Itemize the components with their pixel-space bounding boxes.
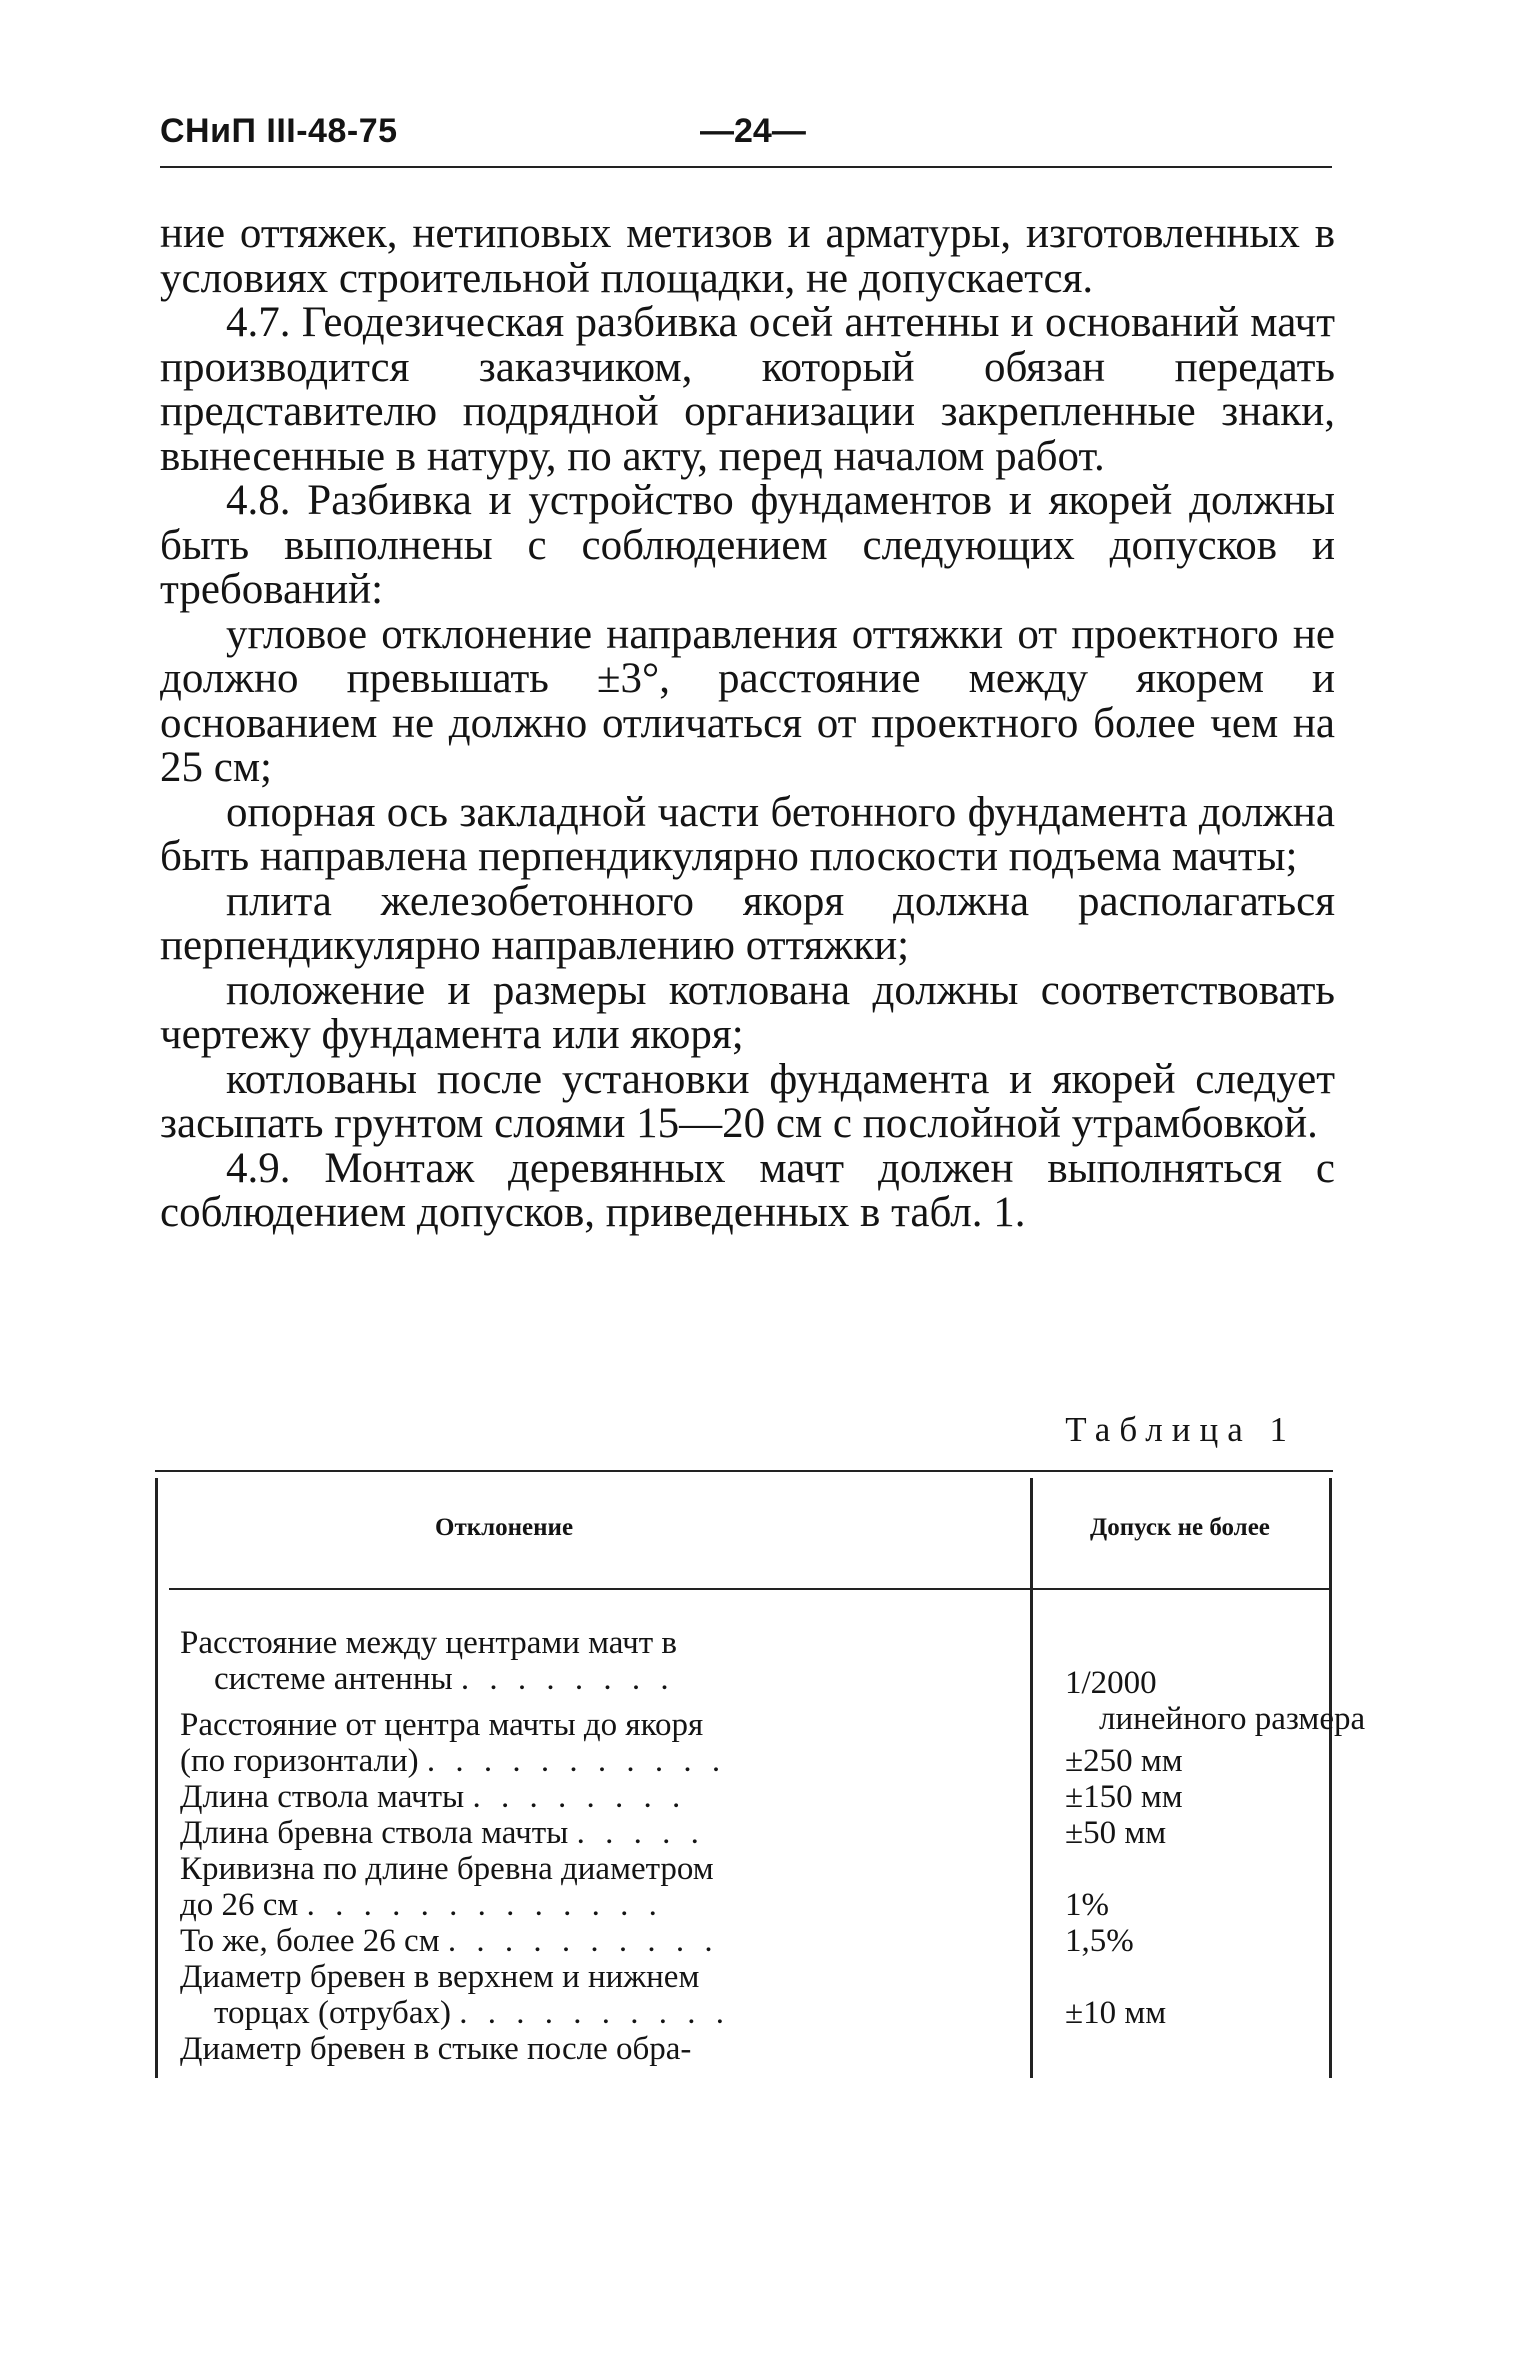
table-row (180, 2031, 1330, 2067)
row-label-cont: (по горизонтали) (180, 1743, 419, 1779)
tolerance-value-cont: линейного размера (1099, 1701, 1366, 1737)
table-caption: Таблица 1 (1065, 1410, 1296, 1449)
row-label-cont: системе антенны (214, 1661, 453, 1697)
tolerance-value: 1/2000 (1065, 1665, 1157, 1701)
leader-dots: . . . . . (576, 1815, 705, 1851)
paragraph-4-7: 4.7. Геодезическая разбивка осей антенны и оснований мачт производится заказчиком, который обязан передать представителю подрядной организации закрепленные знаки, вынесенные в натуру, по акту, перед началом работ. (160, 299, 1335, 480)
body-text (160, 212, 1335, 1236)
leader-dots: . . . . . . . . . . . (426, 1743, 727, 1779)
tolerance-value: ±250 мм (1065, 1743, 1183, 1779)
document-code: СНиП III-48-75 (160, 112, 398, 150)
table-top-rule (155, 1470, 1333, 1472)
row-label: Диаметр бревен в стыке после обра- (180, 2031, 692, 2067)
paragraph-4-9: 4.9. Монтаж деревянных мачт должен выполняться с соблюдением допусков, приведенных в табл. 1. (160, 1144, 1335, 1236)
row-label: Длина ствола мачты (180, 1779, 465, 1815)
column-header-deviation: Отклонение (435, 1514, 574, 1541)
paragraph-4-8: 4.8. Разбивка и устройство фундаментов и якорей должны быть выполнены с соблюдением следующих допусков и требований: (160, 477, 1335, 613)
requirement-item: опорная ось закладной части бетонного фундамента должна быть направлена перпендикулярно плоскости подъема мачты; (160, 788, 1335, 880)
row-label-cont: до 26 см (180, 1887, 299, 1923)
leader-dots: . . . . . . . . . . (459, 1995, 730, 2031)
running-header (160, 112, 1330, 162)
leader-dots: . . . . . . . . . . . . . (306, 1887, 663, 1923)
tolerance-value: ±50 мм (1065, 1815, 1167, 1851)
leader-dots: . . . . . . . . (472, 1779, 687, 1815)
tolerance-table (155, 1470, 1366, 2080)
row-label: Расстояние от центра мачты до якоря (180, 1707, 704, 1743)
table-body (180, 1625, 1366, 2067)
requirement-item: угловое отклонение направления оттяжки от проектного не должно превышать ±3°, расстояние между якорем и основанием не должно отличаться от проектного более чем на 25 см; (160, 610, 1335, 791)
table-left-border (155, 1478, 158, 2078)
row-label: Расстояние между центрами мачт в (180, 1625, 677, 1661)
leader-dots: . . . . . . . . (460, 1661, 675, 1697)
requirement-item: положение и размеры котлована должны соответствовать чертежу фундамента или якоря; (160, 966, 1335, 1058)
tolerance-value: 1,5% (1065, 1923, 1134, 1959)
requirement-item: котлованы после установки фундамента и якорей следует засыпать грунтом слоями 15—20 см с послойной утрамбовкой. (160, 1055, 1335, 1147)
table-row (180, 1779, 1330, 1815)
row-label: То же, более 26 см (180, 1923, 440, 1959)
row-label: Длина бревна ствола мачты (180, 1815, 569, 1851)
column-header-tolerance: Допуск не более (1090, 1514, 1270, 1541)
row-label: Диаметр бревен в верхнем и нижнем (180, 1959, 700, 1995)
table-row (180, 1815, 1330, 1851)
tolerance-value: 1% (1065, 1887, 1109, 1923)
table-header-rule (169, 1588, 1331, 1590)
table-row (180, 1923, 1330, 1959)
tolerance-value: ±10 мм (1065, 1995, 1167, 2031)
table-row (180, 1851, 1330, 1923)
paragraph-continuation: ние оттяжек, нетиповых метизов и арматуры, изготовленных в условиях строительной площадки, не допускается. (160, 210, 1335, 302)
header-divider (160, 166, 1332, 168)
tolerance-value: ±150 мм (1065, 1779, 1183, 1815)
row-label: Кривизна по длине бревна диаметром (180, 1851, 714, 1887)
table-row (180, 1707, 1330, 1779)
leader-dots: . . . . . . . . . . (447, 1923, 719, 1959)
row-label-cont: торцах (отрубах) (214, 1995, 451, 2031)
page-number: —24— (700, 112, 806, 150)
requirement-item: плита железобетонного якоря должна располагаться перпендикулярно направлению оттяжки; (160, 877, 1335, 969)
table-row (180, 1959, 1330, 2031)
